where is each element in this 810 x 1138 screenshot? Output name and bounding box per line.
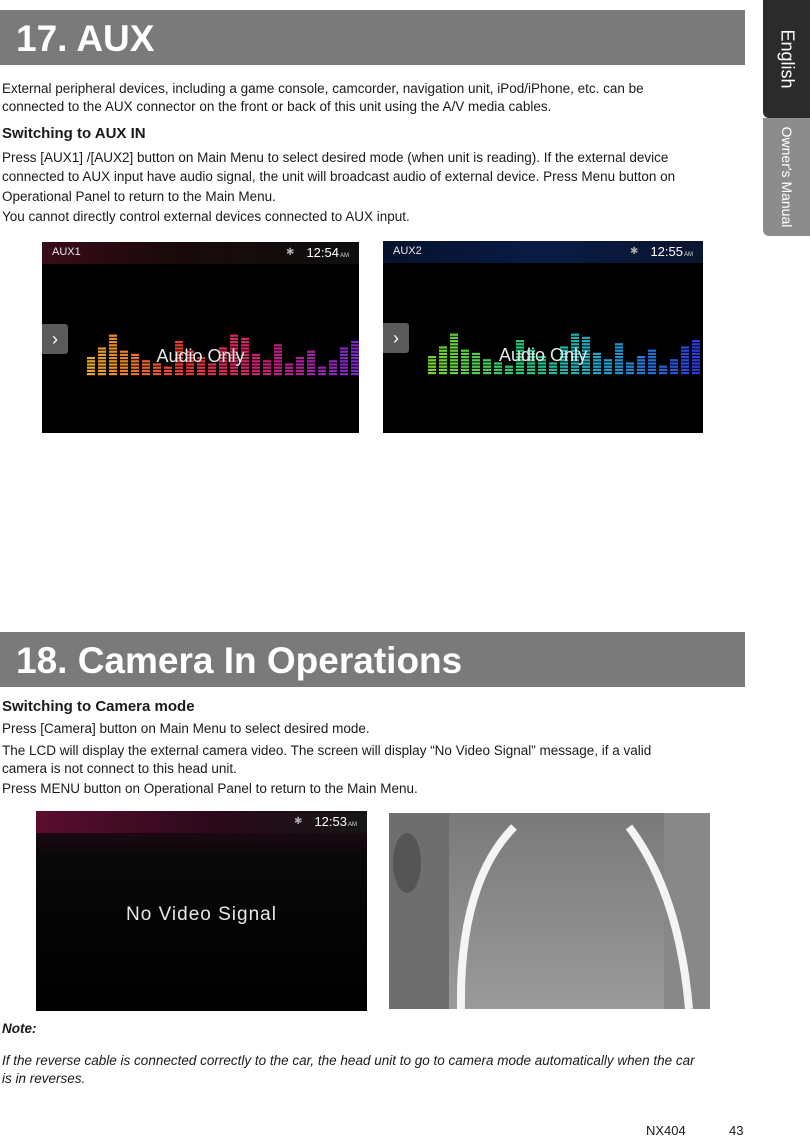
equalizer-segment: [483, 372, 491, 374]
equalizer-segment: [637, 372, 645, 374]
equalizer-segment: [549, 369, 557, 371]
equalizer-segment: [285, 373, 293, 375]
equalizer-segment: [219, 373, 227, 375]
language-tab: [763, 0, 810, 118]
equalizer-segment: [98, 370, 106, 372]
equalizer-segment: [516, 369, 524, 371]
equalizer-segment: [87, 370, 95, 372]
aux2-equalizer-graphic: [383, 241, 703, 433]
equalizer-segment: [329, 370, 337, 372]
equalizer-segment: [604, 372, 612, 374]
equalizer-segment: [142, 373, 150, 375]
aux1-time: 12:54: [306, 245, 339, 260]
equalizer-segment: [560, 369, 568, 371]
manual-tab: [763, 118, 810, 236]
camera-clock: [314, 814, 357, 829]
equalizer-segment: [659, 369, 667, 371]
equalizer-segment: [582, 340, 590, 342]
aux-sub-heading: Switching to AUX IN: [2, 125, 146, 142]
equalizer-segment: [571, 369, 579, 371]
equalizer-segment: [571, 340, 579, 342]
aux2-title: AUX2: [393, 245, 422, 257]
aux-paragraph-line-4: You cannot directly control external devices connected to AUX input.: [2, 209, 410, 224]
equalizer-segment: [109, 335, 117, 337]
aux2-screenshot: [383, 241, 703, 433]
equalizer-segment: [274, 370, 282, 372]
camera-paragraph-line-3: camera is not connect to this head unit.: [2, 761, 237, 776]
equalizer-segment: [582, 369, 590, 371]
equalizer-segment: [571, 334, 579, 336]
aux-heading: 17. AUX: [16, 18, 155, 59]
equalizer-segment: [428, 369, 436, 371]
equalizer-segment: [175, 341, 183, 343]
equalizer-segment: [483, 369, 491, 371]
equalizer-segment: [230, 335, 238, 337]
equalizer-segment: [450, 340, 458, 342]
aux1-next-arrow-button[interactable]: ›: [42, 324, 68, 354]
aux-intro-line-1: External peripheral devices, including a game console, camcorder, navigation unit, iPod/iPhone, etc. can be: [2, 81, 644, 96]
bluetooth-icon: ✱: [630, 246, 639, 257]
equalizer-segment: [538, 372, 546, 374]
equalizer-segment: [681, 372, 689, 374]
equalizer-segment: [571, 372, 579, 374]
equalizer-segment: [131, 373, 139, 375]
aux2-next-arrow-button[interactable]: ›: [383, 323, 409, 353]
equalizer-segment: [241, 370, 249, 372]
note-label: Note:: [2, 1021, 37, 1036]
equalizer-segment: [142, 370, 150, 372]
equalizer-segment: [109, 373, 117, 375]
equalizer-segment: [186, 373, 194, 375]
equalizer-segment: [230, 373, 238, 375]
equalizer-segment: [670, 369, 678, 371]
equalizer-segment: [461, 372, 469, 374]
equalizer-segment: [208, 373, 216, 375]
equalizer-segment: [472, 369, 480, 371]
equalizer-segment: [329, 373, 337, 375]
no-video-signal-message: No Video Signal: [126, 904, 277, 925]
bluetooth-icon: ✱: [294, 816, 303, 827]
equalizer-segment: [637, 369, 645, 371]
no-video-signal-screenshot: [36, 811, 367, 1011]
equalizer-segment: [109, 370, 117, 372]
equalizer-segment: [582, 337, 590, 339]
equalizer-segment: [692, 369, 700, 371]
equalizer-segment: [659, 372, 667, 374]
equalizer-segment: [153, 370, 161, 372]
camera-sub-heading: Switching to Camera mode: [2, 698, 195, 715]
equalizer-segment: [593, 372, 601, 374]
equalizer-segment: [318, 373, 326, 375]
camera-paragraph-line-1: Press [Camera] button on Main Menu to select desired mode.: [2, 721, 370, 736]
equalizer-segment: [538, 369, 546, 371]
language-tab-label: English: [777, 29, 797, 89]
equalizer-segment: [263, 370, 271, 372]
equalizer-segment: [648, 369, 656, 371]
equalizer-segment: [604, 369, 612, 371]
equalizer-segment: [692, 340, 700, 342]
footer-page-number: 43: [729, 1123, 744, 1138]
equalizer-segment: [527, 369, 535, 371]
equalizer-segment: [648, 372, 656, 374]
camera-ampm: AM: [348, 822, 357, 828]
equalizer-segment: [681, 369, 689, 371]
equalizer-segment: [285, 370, 293, 372]
equalizer-segment: [351, 341, 359, 343]
camera-time: 12:53: [314, 814, 347, 829]
aux1-screenshot: [42, 242, 359, 433]
equalizer-segment: [274, 373, 282, 375]
equalizer-segment: [296, 370, 304, 372]
equalizer-segment: [494, 372, 502, 374]
equalizer-segment: [109, 338, 117, 340]
camera-paragraph-line-4: Press MENU button on Operational Panel to return to the Main Menu.: [2, 781, 418, 796]
equalizer-segment: [351, 373, 359, 375]
equalizer-segment: [197, 370, 205, 372]
rear-camera-view-image: [389, 813, 710, 1009]
equalizer-segment: [307, 370, 315, 372]
bluetooth-icon: ✱: [286, 247, 295, 258]
equalizer-segment: [241, 338, 249, 340]
equalizer-segment: [340, 370, 348, 372]
equalizer-segment: [615, 372, 623, 374]
aux-section-header: [0, 10, 745, 65]
equalizer-segment: [208, 370, 216, 372]
equalizer-segment: [197, 373, 205, 375]
equalizer-segment: [626, 372, 634, 374]
manual-tab-label: Owner's Manual: [778, 126, 795, 228]
aux2-ampm: AM: [684, 252, 693, 258]
equalizer-segment: [450, 372, 458, 374]
equalizer-segment: [505, 369, 513, 371]
equalizer-segment: [439, 372, 447, 374]
equalizer-segment: [560, 372, 568, 374]
equalizer-segment: [340, 373, 348, 375]
aux-intro-line-2: connected to the AUX connector on the front or back of this unit using the A/V media cables.: [2, 99, 552, 114]
aux1-title: AUX1: [52, 246, 81, 258]
equalizer-segment: [461, 369, 469, 371]
equalizer-segment: [175, 373, 183, 375]
equalizer-segment: [593, 369, 601, 371]
aux2-time: 12:55: [650, 244, 683, 259]
equalizer-segment: [87, 373, 95, 375]
equalizer-segment: [516, 372, 524, 374]
aux-paragraph-line-1: Press [AUX1] /[AUX2] button on Main Menu to select desired mode (when unit is reading). If the external device: [2, 150, 669, 165]
camera-heading: 18. Camera In Operations: [16, 640, 463, 681]
equalizer-segment: [615, 369, 623, 371]
equalizer-segment: [120, 373, 128, 375]
equalizer-segment: [296, 373, 304, 375]
equalizer-segment: [439, 369, 447, 371]
equalizer-segment: [351, 370, 359, 372]
equalizer-segment: [230, 370, 238, 372]
equalizer-segment: [670, 372, 678, 374]
equalizer-segment: [241, 341, 249, 343]
equalizer-segment: [450, 369, 458, 371]
equalizer-segment: [131, 370, 139, 372]
aux1-ampm: AM: [340, 253, 349, 259]
equalizer-segment: [307, 373, 315, 375]
aux1-equalizer-graphic: [42, 242, 359, 433]
aux-paragraph-line-2: connected to AUX input have audio signal, the unit will broadcast audio of external device. Press Menu button on: [2, 169, 676, 184]
equalizer-segment: [450, 337, 458, 339]
equalizer-segment: [164, 373, 172, 375]
aux-paragraph-line-3: Operational Panel to return to the Main Menu.: [2, 189, 276, 204]
equalizer-segment: [153, 373, 161, 375]
equalizer-segment: [263, 373, 271, 375]
equalizer-segment: [98, 373, 106, 375]
equalizer-segment: [692, 372, 700, 374]
equalizer-segment: [582, 372, 590, 374]
aux2-audio-only-label: Audio Only: [498, 345, 588, 365]
equalizer-segment: [252, 370, 260, 372]
camera-status-bar: [36, 811, 367, 833]
note-line-2: is in reverses.: [2, 1071, 86, 1086]
equalizer-segment: [450, 334, 458, 336]
equalizer-segment: [252, 373, 260, 375]
equalizer-segment: [120, 370, 128, 372]
camera-paragraph-line-2: The LCD will display the external camera video. The screen will display “No Video Signal” message, if a valid: [2, 743, 652, 758]
equalizer-segment: [241, 373, 249, 375]
note-line-1: If the reverse cable is connected correctly to the car, the head unit to go to camera mode automatically when the car: [2, 1053, 695, 1068]
equalizer-segment: [109, 341, 117, 343]
aux1-audio-only-label: Audio Only: [156, 346, 245, 366]
equalizer-segment: [164, 370, 172, 372]
equalizer-segment: [527, 372, 535, 374]
equalizer-segment: [219, 370, 227, 372]
equalizer-segment: [230, 341, 238, 343]
equalizer-segment: [472, 372, 480, 374]
equalizer-segment: [175, 370, 183, 372]
equalizer-segment: [318, 370, 326, 372]
equalizer-segment: [230, 338, 238, 340]
footer-model: NX404: [646, 1123, 686, 1138]
camera-section-header: [0, 632, 745, 687]
equalizer-segment: [516, 340, 524, 342]
equalizer-segment: [494, 369, 502, 371]
equalizer-segment: [505, 372, 513, 374]
equalizer-segment: [549, 372, 557, 374]
equalizer-segment: [626, 369, 634, 371]
equalizer-segment: [571, 337, 579, 339]
equalizer-segment: [428, 372, 436, 374]
equalizer-segment: [186, 370, 194, 372]
